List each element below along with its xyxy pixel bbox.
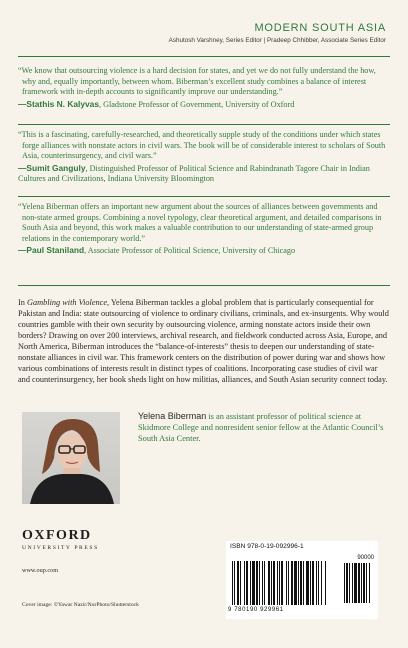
blurb-ganguly: [18, 130, 390, 185]
barcode: [226, 541, 378, 619]
barcode-bars: [232, 561, 338, 605]
blurb-quote: “This is a fascinating, carefully-researched, and theoretically supple study of the conditions under which states forge alliances with nonstate actors in civil wars. The book will be of considerable interest to scholars of South Asia, counterinsurgency, and civil wars.”: [18, 130, 386, 161]
blurb-author: —Paul Staniland: [18, 245, 85, 256]
blurb-author: —Sumit Ganguly: [18, 162, 86, 173]
blurb-quote: “Yelena Biberman offers an important new argument about the sources of alliances between governments and non-state armed groups. Combining a novel typology, clear theoretical argument, and detailed comparisons in South Asia and beyond, this work makes a valuable contribution to our understanding of state-armed group relations in the contemporary world.”: [18, 202, 382, 243]
barcode-addon-bars: [344, 563, 374, 603]
blurb-quote: “We know that outsourcing violence is a hard decision for states, and yet we do not fully understand the how, why and, equally importantly, between whom. Biberman’s excellent study combines a balance of interest framework with in-depth accounts to significantly improve our understanding.”: [18, 66, 376, 97]
divider: [18, 124, 390, 125]
blurb-kalyvas: [18, 66, 390, 110]
author-photo: [22, 412, 120, 504]
author-name: Yelena Biberman: [138, 411, 207, 421]
blurb-affiliation: , Gladstone Professor of Government, University of Oxford: [99, 99, 295, 109]
publisher-url: www.oup.com: [22, 567, 59, 574]
book-title: Gambling with Violence: [27, 298, 108, 307]
book-description: In Gambling with Violence, Yelena Biberman tackles a global problem that is particularly consequential for Pakistan and India: state outsourcing of violence to ordinary civilians, criminals, and ex-insurgents. Why would countries gamble with their own security by outsourcing violence, arming nonstate actors inside their own borders? Drawing on over 200 interviews, archival research, and fieldwork conducted across Asia, Europe, and North America, Biberman introduces the “balance-of-interests” thesis to deepen our understanding of state-nonstate alliances in civil war. This framework centers on the distribution of power during war and shows how various combinations of interests result in distinct types of coalitions. Incorporating case studies of civil war and counterinsurgency, her book sheds light on how militias, alliances, and South Asian security connect today.: [18, 298, 389, 384]
series-title: MODERN SOUTH ASIA: [254, 22, 386, 34]
cover-credit: Cover image: ©Yawar Nazir/NurPhoto/Shutterstock: [22, 602, 139, 608]
blurb-affiliation: , Distinguished Professor of Political Science and Rabindranath Tagore Chair in Indian Cultures and Civilizations, Indiana University Bloomington: [18, 163, 370, 184]
blurb-staniland: [18, 202, 390, 257]
oxford-logo: OXFORD UNIVERSITY PRESS: [22, 528, 99, 551]
divider: [18, 56, 390, 57]
barcode-addon-digits: 90000: [357, 555, 374, 561]
blurb-affiliation: , Associate Professor of Political Science, University of Chicago: [84, 246, 296, 256]
blurb-attribution: [18, 163, 390, 185]
author-bio: [138, 411, 386, 444]
series-editors: Ashutosh Varshney, Series Editor | Pradeep Chhibber, Associate Series Editor: [168, 37, 386, 44]
isbn: ISBN 978-0-19-092996-1: [230, 543, 304, 550]
divider: [18, 196, 390, 197]
blurb-author: —Stathis N. Kalyvas: [18, 98, 99, 109]
blurb-attribution: [18, 245, 390, 257]
series-header: [169, 22, 386, 44]
barcode-digits: 9 780190 929961: [228, 607, 284, 613]
divider: [18, 285, 390, 286]
blurb-attribution: [18, 99, 390, 111]
author-bio-text: is an assistant professor of political science at Skidmore College and nonresident senior fellow at the Atlantic Council’s South Asia Center.: [138, 412, 384, 443]
